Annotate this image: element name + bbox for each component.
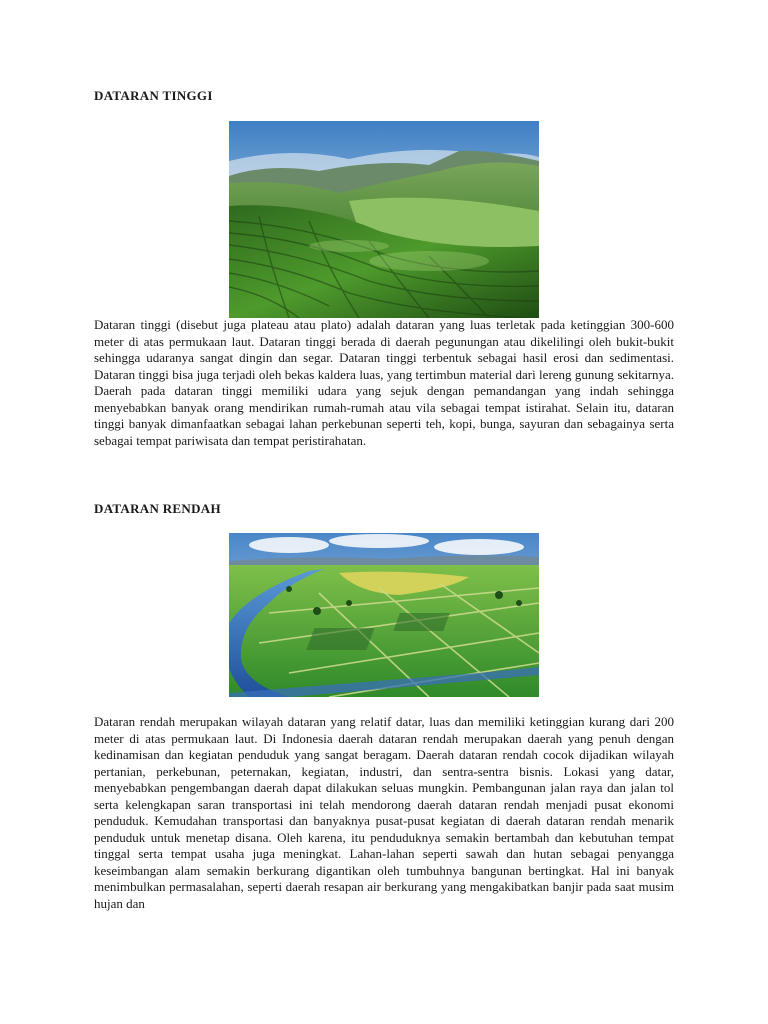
lowland-river-fields-image (229, 533, 539, 697)
heading-dataran-tinggi: DATARAN TINGGI (94, 88, 213, 103)
heading-dataran-rendah: DATARAN RENDAH (94, 501, 221, 516)
paragraph-dataran-rendah: Dataran rendah merupakan wilayah dataran yang relatif datar, luas dan memiliki ketinggian kurang dari 200 meter di atas permukaan laut. Di Indonesia daerah dataran rendah merupakan daerah yang penuh dengan kedinamisan dan kegiatan penduduk yang sangat beragam. Daerah dataran rendah cocok dijadikan wilayah pertanian, perkebunan, peternakan, kegiatan, industri, dan sentra-sentra bisnis. Lokasi yang datar, menyebabkan pengembangan daerah dapat dilakukan seluas mungkin. Pembangunan jalan raya dan jalan tol serta kelengkapan saran transportasi ini telah mendorong daerah dataran rendah menjadi pusat ekonomi penduduk. Kemudahan transportasi dan banyaknya pusat-pusat kegiatan di daerah dataran rendah menarik penduduk untuk menetap disana. Oleh karena, itu penduduknya semakin bertambah dan kebutuhan tempat tinggal serta tempat usaha juga meningkat. Lahan-lahan seperti sawah dan hutan sebagai penyangga keseimbangan alam semakin berkurang digantikan oleh tumbuhnya bangunan bertingkat. Hal ini banyak menimbulkan permasalahan, seperti daerah resapan air berkurang yang mengakibatkan banjir pada saat musim hujan dan (94, 714, 674, 911)
highland-tea-plantation-image (229, 121, 539, 318)
paragraph-dataran-tinggi: Dataran tinggi (disebut juga plateau atau plato) adalah dataran yang luas terletak pada ketinggian 300-600 meter di atas permukaan laut. Dataran tinggi berada di daerah pegunungan atau dikelilingi oleh bukit-bukit sehingga udaranya sangat dingin dan segar. Dataran tinggi terbentuk sebagai hasil erosi dan sedimentasi. Dataran tinggi bisa juga terjadi oleh bekas kaldera luas, yang tertimbun material dari lereng gunung sekitarnya. Daerah pada dataran tinggi memiliki udara yang sejuk dengan pemandangan yang indah sehingga menyebabkan banyak orang mendirikan rumah-rumah atau vila sebagai tempat istirahat. Selain itu, dataran tinggi banyak dimanfaatkan sebagai lahan perkebunan seperti teh, kopi, bunga, sayuran dan sebagainya serta sebagai tempat pariwisata dan tempat peristirahatan. (94, 317, 674, 448)
